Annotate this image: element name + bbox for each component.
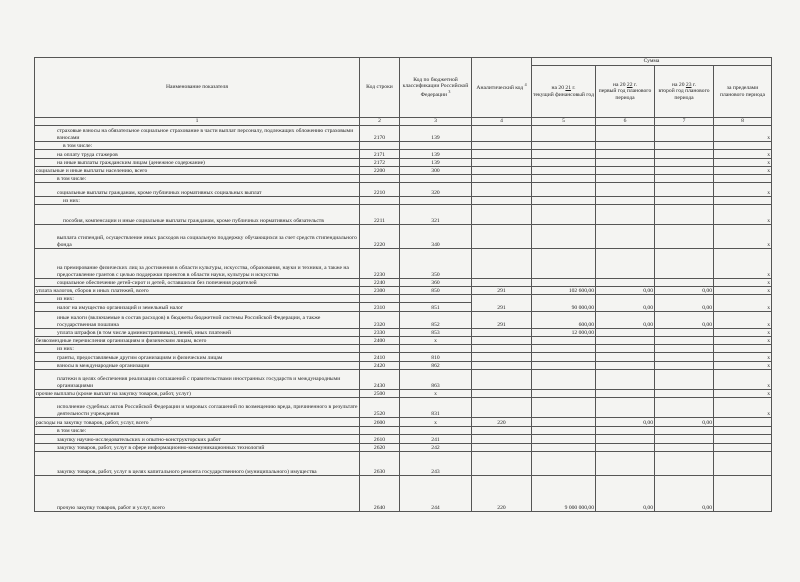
kbk-cell: 360 — [400, 279, 472, 287]
kbk-cell: 320 — [400, 183, 472, 197]
analytic-code-cell — [472, 362, 532, 370]
kbk-cell: 321 — [400, 205, 472, 225]
table-row — [35, 159, 772, 167]
sum-beyond-cell: х — [714, 329, 772, 337]
row-name: в том числе: — [35, 427, 360, 435]
row-name: страховые взносы на обязательное социальное страхование в части выплат персоналу, подлежащих обложению страховыми взносами — [35, 126, 360, 142]
row-name: в том числе: — [35, 175, 360, 183]
sum-year-3-cell — [655, 150, 714, 159]
sum-beyond-cell: х — [714, 295, 772, 312]
sum-year-2-cell — [596, 142, 655, 150]
sum-year-1-cell: 600,00 — [532, 312, 596, 329]
line-code-cell: 2520 — [360, 398, 400, 418]
sum-beyond-cell — [714, 142, 772, 150]
sum-year-2-cell — [596, 427, 655, 435]
sum-year-2-cell: 0,00 — [596, 418, 655, 427]
table-row — [35, 287, 772, 295]
sum-year-3-cell: 0,00 — [655, 312, 714, 329]
footnote-mark: 7 — [150, 417, 152, 422]
sum-beyond-cell: х — [714, 225, 772, 249]
sum-beyond-cell — [714, 427, 772, 435]
line-code-cell: 2320 — [360, 312, 400, 329]
analytic-code-cell — [472, 452, 532, 476]
kbk-cell: 300 — [400, 167, 472, 175]
sum-year-2-cell — [596, 167, 655, 175]
sum-year-3-cell — [655, 353, 714, 362]
kbk-cell: 853 — [400, 329, 472, 337]
line-code-cell: 2200 — [360, 167, 400, 175]
table-row — [35, 418, 772, 427]
sum-beyond-cell — [714, 452, 772, 476]
analytic-code-cell — [472, 390, 532, 398]
analytic-code-cell — [472, 126, 532, 142]
sum-year-2-cell — [596, 126, 655, 142]
sum-year-3-cell — [655, 167, 714, 175]
analytic-code-cell — [472, 337, 532, 345]
row-name: закупку научно-исследовательских и опытно-конструкторских работ — [35, 435, 360, 444]
line-code-cell: 2410 — [360, 353, 400, 362]
sum-beyond-cell: х — [714, 249, 772, 279]
sum-beyond-cell: х — [714, 150, 772, 159]
kbk-cell: х — [400, 418, 472, 427]
financial-plan-table — [34, 57, 772, 512]
line-code-cell: 2640 — [360, 476, 400, 512]
row-name: прочие выплаты (кроме выплат на закупку товаров, работ, услуг) — [35, 390, 360, 398]
sum-year-2-cell — [596, 370, 655, 390]
line-code-cell: 2211 — [360, 205, 400, 225]
row-name: платежи в целях обеспечения реализации соглашений с правительствами иностранных государств и международными организациями — [35, 370, 360, 390]
line-code-cell — [360, 142, 400, 150]
table-row — [35, 476, 772, 512]
sum-year-3-cell — [655, 444, 714, 452]
sum-year-2-cell — [596, 444, 655, 452]
sum-year-2-cell — [596, 183, 655, 197]
table-row — [35, 249, 772, 279]
sum-beyond-cell: х — [714, 398, 772, 418]
table-row — [35, 427, 772, 435]
sum-year-3-cell — [655, 205, 714, 225]
table-row — [35, 167, 772, 175]
row-name: закупку товаров, работ, услуг в целях капитального ремонта государственного (муниципального) имущества — [35, 452, 360, 476]
row-name: выплата стипендий, осуществление иных расходов на социальную поддержку обучающихся за счет средств стипендиального фонда — [35, 225, 360, 249]
analytic-code-cell — [472, 249, 532, 279]
row-name: на оплату труда стажеров — [35, 150, 360, 159]
sum-year-3-cell — [655, 452, 714, 476]
sum-beyond-cell: х — [714, 167, 772, 175]
sum-year-2-cell — [596, 279, 655, 287]
table-row — [35, 390, 772, 398]
sum-year-1-cell — [532, 362, 596, 370]
sum-year-3-cell — [655, 427, 714, 435]
table-row — [35, 126, 772, 142]
line-code-cell: 2430 — [360, 370, 400, 390]
header-analytic-code-text: Аналитический код — [476, 85, 524, 92]
row-name: из них: — [35, 345, 360, 353]
kbk-cell: 139 — [400, 159, 472, 167]
sum-year-1-cell — [532, 398, 596, 418]
sum-year-1-cell — [532, 150, 596, 159]
col-number: 7 — [655, 118, 714, 126]
sum-year-2-cell — [596, 435, 655, 444]
sum-year-2-cell — [596, 390, 655, 398]
table-row — [35, 225, 772, 249]
line-code-cell — [360, 427, 400, 435]
header-beyond: за пределами планового периода — [714, 66, 772, 118]
row-name: исполнение судебных актов Российской Федерации и мировых соглашений по возмещению вреда, причиненного в результате деятельности учреждения — [35, 398, 360, 418]
sum-year-2-cell — [596, 205, 655, 225]
kbk-cell: 350 — [400, 249, 472, 279]
sum-year-1-cell — [532, 353, 596, 362]
line-code-cell: 2220 — [360, 225, 400, 249]
analytic-code-cell — [472, 225, 532, 249]
sum-year-3-cell — [655, 126, 714, 142]
row-name: иные налоги (включаемые в состав расходов) в бюджеты бюджетной системы Российской Федерации, а также государственная пошлина — [35, 312, 360, 329]
line-code-cell: 2600 — [360, 418, 400, 427]
row-name: пособия, компенсации и иные социальные выплаты гражданам, кроме публичных нормативных обязательств — [35, 205, 360, 225]
sum-year-1-cell — [532, 205, 596, 225]
sum-year-1-cell — [532, 444, 596, 452]
table-row — [35, 175, 772, 183]
sum-year-2-cell — [596, 362, 655, 370]
sum-year-1-cell — [532, 197, 596, 205]
sum-year-1-cell — [532, 452, 596, 476]
sum-year-3-cell: 0,00 — [655, 295, 714, 312]
analytic-code-cell: 220 — [472, 476, 532, 512]
footnote-3: 3 — [448, 88, 451, 94]
analytic-code-cell — [472, 150, 532, 159]
analytic-code-cell — [472, 205, 532, 225]
table-row — [35, 183, 772, 197]
kbk-cell: 862 — [400, 362, 472, 370]
sum-year-2-cell — [596, 249, 655, 279]
sum-beyond-cell — [714, 476, 772, 512]
kbk-cell: х — [400, 390, 472, 398]
line-code-cell: 2210 — [360, 183, 400, 197]
col-number: 2 — [360, 118, 400, 126]
sum-year-2-cell — [596, 175, 655, 183]
kbk-cell: 810 — [400, 353, 472, 362]
header-analytic-code — [472, 58, 532, 118]
table-row — [35, 197, 772, 205]
table-row — [35, 444, 772, 452]
sum-year-3-cell — [655, 159, 714, 167]
sum-beyond-cell: х — [714, 205, 772, 225]
analytic-code-cell: 291 — [472, 295, 532, 312]
header-sum: Сумма — [532, 58, 772, 66]
col-number: 1 — [35, 118, 360, 126]
sum-year-2-cell: 0,00 — [596, 312, 655, 329]
analytic-code-cell — [472, 159, 532, 167]
header-year-2: на 20 22 г. первый год планового периода — [596, 66, 655, 118]
analytic-code-cell — [472, 353, 532, 362]
sum-year-3-cell — [655, 142, 714, 150]
sum-beyond-cell: х — [714, 312, 772, 329]
sum-year-2-cell — [596, 225, 655, 249]
line-code-cell: 2620 — [360, 444, 400, 452]
sum-beyond-cell: х — [714, 353, 772, 362]
line-code-cell: 2170 — [360, 126, 400, 142]
table-row — [35, 337, 772, 345]
analytic-code-cell — [472, 398, 532, 418]
sum-beyond-cell: х — [714, 159, 772, 167]
header-year-3: на 20 23 г. второй год планового периода — [655, 66, 714, 118]
sum-beyond-cell: х — [714, 126, 772, 142]
sum-year-2-cell — [596, 337, 655, 345]
sum-year-1-cell — [532, 345, 596, 353]
line-code-cell: 2420 — [360, 362, 400, 370]
table-row — [35, 279, 772, 287]
table-row — [35, 362, 772, 370]
kbk-cell: 851 — [400, 303, 472, 312]
row-name: закупку товаров, работ, услуг в сфере информационно-коммуникационных технологий — [35, 444, 360, 452]
analytic-code-cell — [472, 183, 532, 197]
sum-year-2-cell — [596, 398, 655, 418]
line-code-cell: 2300 — [360, 287, 400, 295]
sum-year-1-cell — [532, 225, 596, 249]
row-name: безвозмездные перечисления организациям и физическим лицам, всего — [35, 337, 360, 345]
analytic-code-cell — [472, 435, 532, 444]
table-row — [35, 329, 772, 337]
row-name: социальные выплаты гражданам, кроме публичных нормативных социальных выплат — [35, 183, 360, 197]
sum-year-2-cell — [596, 159, 655, 167]
table-row — [35, 452, 772, 476]
sum-year-2-cell: 0,00 — [596, 476, 655, 512]
kbk-cell — [400, 345, 472, 353]
sum-year-2-cell — [596, 150, 655, 159]
sum-beyond-cell: х — [714, 337, 772, 345]
kbk-cell: 243 — [400, 452, 472, 476]
sum-year-3-cell — [655, 279, 714, 287]
column-number-row — [35, 118, 772, 126]
line-code-cell: 2310 — [360, 303, 400, 312]
analytic-code-cell — [472, 175, 532, 183]
sum-year-2-cell: 0,00 — [596, 295, 655, 312]
sum-year-3-cell: 0,00 — [655, 476, 714, 512]
line-code-cell — [360, 175, 400, 183]
kbk-cell: 850 — [400, 287, 472, 295]
col-number: 6 — [596, 118, 655, 126]
analytic-code-cell — [472, 142, 532, 150]
line-code-cell — [360, 295, 400, 303]
table-row — [35, 142, 772, 150]
sum-beyond-cell — [714, 444, 772, 452]
sum-year-3-cell — [655, 370, 714, 390]
sum-year-3-cell: 0,00 — [655, 418, 714, 427]
sum-year-3-cell — [655, 329, 714, 337]
analytic-code-cell — [472, 279, 532, 287]
sum-year-3-cell — [655, 249, 714, 279]
sum-year-3-cell — [655, 175, 714, 183]
line-code-cell: 2630 — [360, 452, 400, 476]
sum-beyond-cell: х — [714, 183, 772, 197]
sum-year-3-cell — [655, 362, 714, 370]
table-row — [35, 398, 772, 418]
sum-year-1-cell: 9 000 000,00 — [532, 476, 596, 512]
analytic-code-cell — [472, 427, 532, 435]
header-budget-code — [400, 58, 472, 118]
kbk-cell: х — [400, 337, 472, 345]
line-code-cell: 2610 — [360, 435, 400, 444]
sum-year-1-cell — [532, 175, 596, 183]
row-name: из них: — [35, 197, 360, 205]
analytic-code-cell: 291 — [472, 287, 532, 295]
row-name: на иные выплаты гражданским лицам (денежное содержание) — [35, 159, 360, 167]
row-name: на премирование физических лиц за достижения в области культуры, искусства, образования, науки и техники, а также на предоставление грантов с целью поддержки проектов в области науки, культуры и искусства — [35, 249, 360, 279]
sum-beyond-cell — [714, 435, 772, 444]
sum-year-2-cell — [596, 329, 655, 337]
sum-year-2-cell — [596, 353, 655, 362]
sum-year-3-cell — [655, 337, 714, 345]
sum-beyond-cell — [714, 175, 772, 183]
row-name: прочую закупку товаров, работ и услуг, всего — [35, 476, 360, 512]
sum-year-3-cell — [655, 345, 714, 353]
col-number: 8 — [714, 118, 772, 126]
sum-year-2-cell: 0,00 — [596, 287, 655, 295]
row-name: гранты, предоставляемые другим организациям и физическим лицам — [35, 353, 360, 362]
header-name: Наименование показателя — [35, 58, 360, 118]
sum-year-1-cell — [532, 435, 596, 444]
sum-year-1-cell — [532, 159, 596, 167]
sum-year-3-cell — [655, 183, 714, 197]
table-row — [35, 370, 772, 390]
table-row — [35, 150, 772, 159]
table-row — [35, 205, 772, 225]
analytic-code-cell — [472, 444, 532, 452]
analytic-code-cell — [472, 370, 532, 390]
sum-beyond-cell: х — [714, 390, 772, 398]
sum-beyond-cell: х — [714, 362, 772, 370]
footnote-4: 4 — [524, 82, 527, 88]
sum-year-2-cell — [596, 197, 655, 205]
line-code-cell: 2330 — [360, 329, 400, 337]
kbk-cell — [400, 427, 472, 435]
analytic-code-cell — [472, 167, 532, 175]
sum-year-1-cell — [532, 427, 596, 435]
line-code-cell: 2230 — [360, 249, 400, 279]
row-name: социальное обеспечение детей-сирот и детей, оставшихся без попечения родителей — [35, 279, 360, 287]
sum-beyond-cell: х — [714, 370, 772, 390]
row-name: из них: — [35, 295, 360, 303]
col-number: 4 — [472, 118, 532, 126]
sum-year-2-cell — [596, 452, 655, 476]
sum-year-1-cell — [532, 418, 596, 427]
line-code-cell: 2171 — [360, 150, 400, 159]
col-number: 5 — [532, 118, 596, 126]
kbk-cell: 242 — [400, 444, 472, 452]
sum-year-3-cell — [655, 197, 714, 205]
kbk-cell: 139 — [400, 150, 472, 159]
sum-year-2-cell — [596, 345, 655, 353]
header-year-1: на 20 21 г. текущий финансовый год — [532, 66, 596, 118]
line-code-cell: 2500 — [360, 390, 400, 398]
kbk-cell — [400, 175, 472, 183]
analytic-code-cell — [472, 345, 532, 353]
sum-year-3-cell — [655, 435, 714, 444]
sum-year-1-cell: 90 000,00 — [532, 295, 596, 312]
sum-year-1-cell — [532, 142, 596, 150]
kbk-cell: 831 — [400, 398, 472, 418]
sum-year-3-cell — [655, 398, 714, 418]
sum-year-1-cell — [532, 337, 596, 345]
sum-year-1-cell — [532, 183, 596, 197]
analytic-code-cell: 220 — [472, 418, 532, 427]
sum-year-3-cell: 0,00 — [655, 287, 714, 295]
line-code-cell — [360, 345, 400, 353]
sum-year-1-cell — [532, 167, 596, 175]
table-row — [35, 295, 772, 303]
table-row — [35, 435, 772, 444]
analytic-code-cell — [472, 329, 532, 337]
kbk-cell — [400, 197, 472, 205]
sum-year-1-cell — [532, 126, 596, 142]
sum-year-1-cell — [532, 370, 596, 390]
sum-beyond-cell — [714, 418, 772, 427]
row-name: в том числе: — [35, 142, 360, 150]
col-number: 3 — [400, 118, 472, 126]
analytic-code-cell — [472, 197, 532, 205]
kbk-cell: 340 — [400, 225, 472, 249]
sum-beyond-cell: х — [714, 279, 772, 287]
kbk-cell: 863 — [400, 370, 472, 390]
header-budget-code-text: Код по бюджетной классификации Российской Федерации — [402, 76, 469, 98]
line-code-cell: 2400 — [360, 337, 400, 345]
kbk-cell: 244 — [400, 476, 472, 512]
row-name: уплата штрафов (в том числе административных), пеней, иных платежей — [35, 329, 360, 337]
line-code-cell: 2172 — [360, 159, 400, 167]
kbk-cell: 852 — [400, 312, 472, 329]
sum-year-3-cell — [655, 225, 714, 249]
sum-year-3-cell — [655, 390, 714, 398]
kbk-cell: 139 — [400, 126, 472, 142]
row-name: взносы в международные организации — [35, 362, 360, 370]
kbk-cell: 241 — [400, 435, 472, 444]
sum-beyond-cell — [714, 345, 772, 353]
row-name: налог на имущество организаций и земельный налог — [35, 303, 360, 312]
table-row — [35, 345, 772, 353]
sum-year-1-cell — [532, 279, 596, 287]
table-row — [35, 353, 772, 362]
table-row — [35, 312, 772, 329]
line-code-cell — [360, 197, 400, 205]
kbk-cell — [400, 142, 472, 150]
sum-beyond-cell — [714, 197, 772, 205]
sum-year-1-cell: 102 600,00 — [532, 287, 596, 295]
analytic-code-cell: 291 — [472, 312, 532, 329]
sum-year-1-cell — [532, 249, 596, 279]
row-name: уплата налогов, сборов и иных платежей, всего — [35, 287, 360, 295]
sum-year-1-cell — [532, 390, 596, 398]
header-line-code: Код строки — [360, 58, 400, 118]
row-name: социальные и иные выплаты населению, всего — [35, 167, 360, 175]
line-code-cell: 2240 — [360, 279, 400, 287]
kbk-cell — [400, 295, 472, 303]
sum-beyond-cell: х — [714, 287, 772, 295]
row-name: расходы на закупку товаров, работ, услуг, всего $^7$ — [35, 418, 360, 427]
sum-year-1-cell: 12 000,00 — [532, 329, 596, 337]
